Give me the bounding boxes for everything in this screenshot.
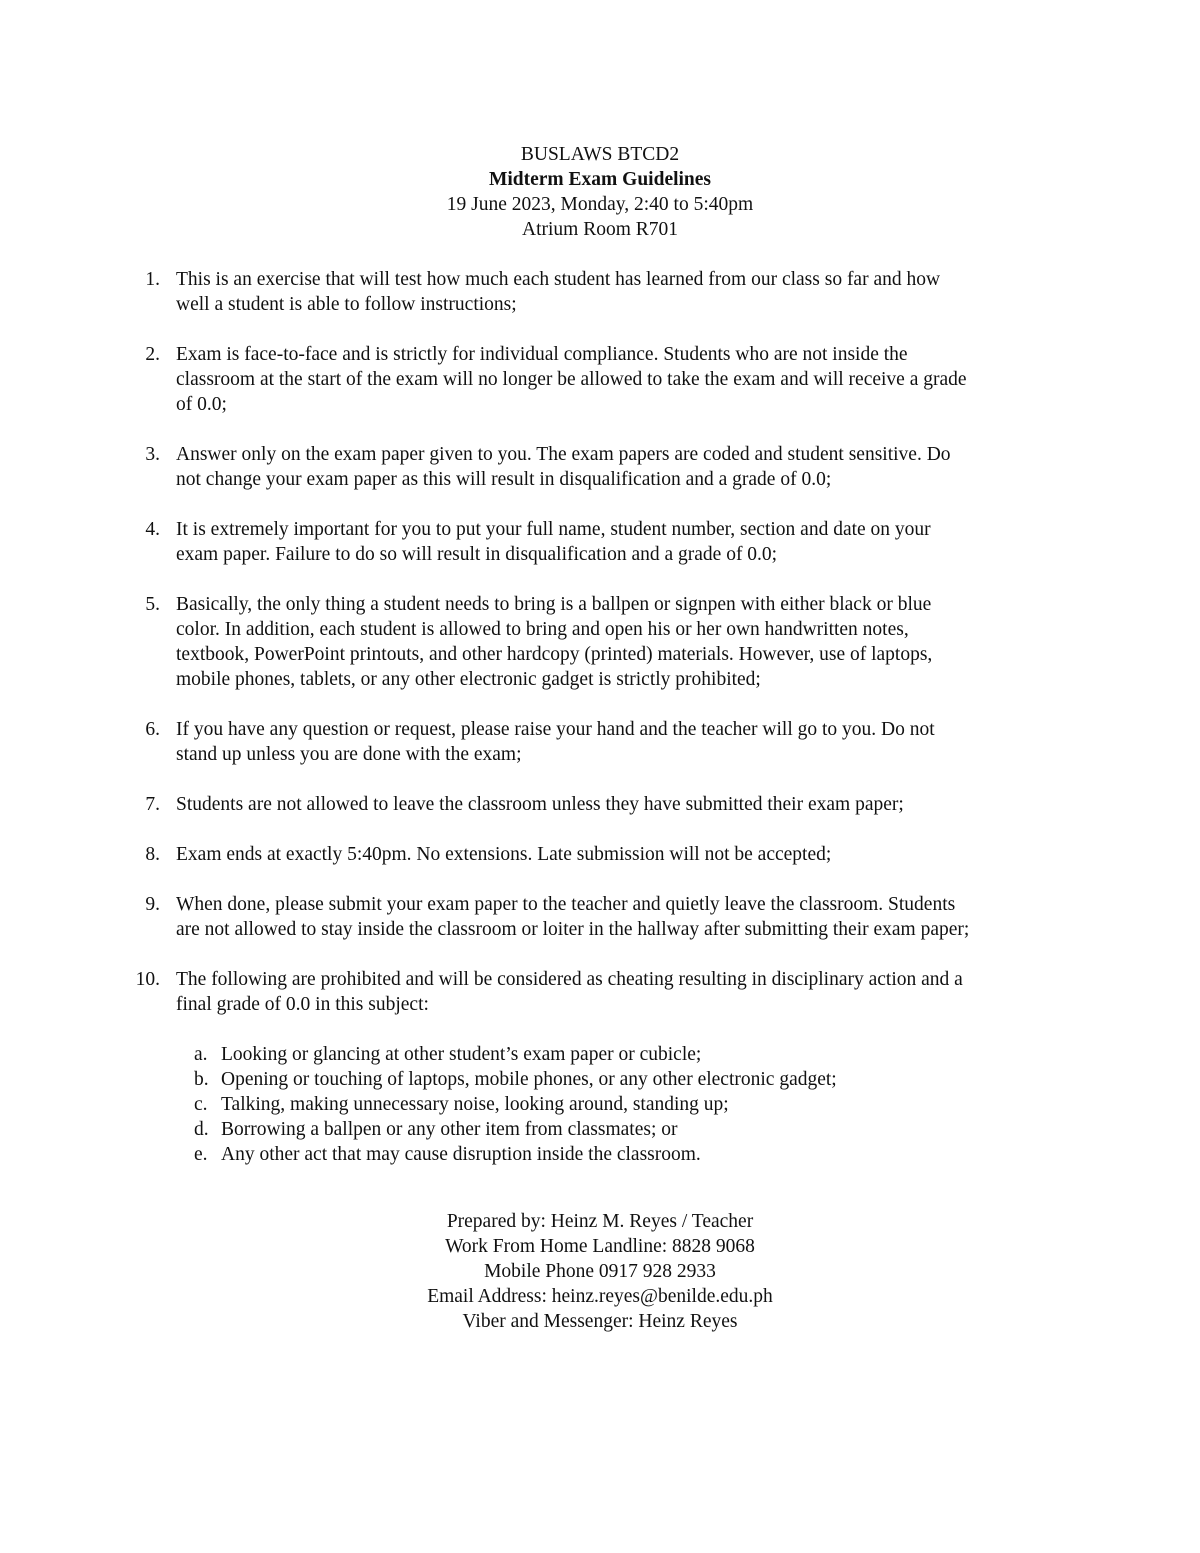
- exam-schedule: 19 June 2023, Monday, 2:40 to 5:40pm: [446, 194, 754, 215]
- item-text-line: It is extremely important for you to put your full name, student number, section and date on your: [176, 519, 931, 540]
- item-text-line: Exam is face-to-face and is strictly for individual compliance. Students who are not inside the: [176, 344, 908, 365]
- item-text-line: stand up unless you are done with the exam;: [176, 744, 522, 765]
- guidelines-list: [0, 267, 1200, 1192]
- guideline-item: [0, 592, 1200, 692]
- guideline-item: [0, 792, 1200, 817]
- prohibited-act-item: [176, 1092, 1080, 1117]
- item-number: 2.: [145, 344, 160, 365]
- document-footer: [0, 1209, 1200, 1334]
- item-text-line: not change your exam paper as this will result in disqualification and a grade of 0.0;: [176, 469, 832, 490]
- prohibited-act-item: [176, 1042, 1080, 1067]
- document-header: [0, 142, 1200, 242]
- subitem-text: Any other act that may cause disruption inside the classroom.: [221, 1144, 701, 1165]
- item-number: 3.: [145, 444, 160, 465]
- item-number: 9.: [145, 894, 160, 915]
- item-text-line: textbook, PowerPoint printouts, and other hardcopy (printed) materials. However, use of laptops,: [176, 644, 933, 665]
- guideline-item: [0, 892, 1200, 942]
- subitem-text: Talking, making unnecessary noise, looking around, standing up;: [221, 1094, 729, 1115]
- subitem-letter: e.: [194, 1144, 208, 1165]
- prohibited-act-item: [176, 1117, 1080, 1142]
- guideline-item: [0, 717, 1200, 767]
- item-text-line: well a student is able to follow instructions;: [176, 294, 517, 315]
- item-text-line: Exam ends at exactly 5:40pm. No extensions. Late submission will not be accepted;: [176, 844, 832, 865]
- guideline-item: [0, 967, 1200, 1167]
- item-text-line: Answer only on the exam paper given to you. The exam papers are coded and student sensitive. Do: [176, 444, 951, 465]
- item-text-line: The following are prohibited and will be considered as cheating resulting in disciplinary action and a: [176, 969, 963, 990]
- subitem-letter: d.: [194, 1119, 209, 1140]
- item-text-line: color. In addition, each student is allowed to bring and open his or her own handwritten notes,: [176, 619, 909, 640]
- guideline-item: [0, 342, 1200, 417]
- item-text-line: If you have any question or request, please raise your hand and the teacher will go to you. Do not: [176, 719, 935, 740]
- guideline-item: [0, 517, 1200, 567]
- item-number: 8.: [145, 844, 160, 865]
- item-text-line: of 0.0;: [176, 394, 227, 415]
- item-text-line: When done, please submit your exam paper to the teacher and quietly leave the classroom. Students: [176, 894, 956, 915]
- email-address: Email Address: heinz.reyes@benilde.edu.ph: [427, 1286, 773, 1307]
- item-text-line: exam paper. Failure to do so will result in disqualification and a grade of 0.0;: [176, 544, 778, 565]
- guideline-item: [0, 842, 1200, 867]
- guideline-item: [0, 442, 1200, 492]
- course-code: BUSLAWS BTCD2: [520, 144, 680, 165]
- prepared-by: Prepared by: Heinz M. Reyes / Teacher: [446, 1211, 754, 1232]
- item-text-line: classroom at the start of the exam will no longer be allowed to take the exam and will receive a grade: [176, 369, 967, 390]
- item-number: 7.: [145, 794, 160, 815]
- item-text-line: Basically, the only thing a student needs to bring is a ballpen or signpen with either black or blue: [176, 594, 932, 615]
- subitem-letter: c.: [194, 1094, 208, 1115]
- item-number: 4.: [145, 519, 160, 540]
- subitem-text: Borrowing a ballpen or any other item from classmates; or: [221, 1119, 678, 1140]
- landline-number: Work From Home Landline: 8828 9068: [445, 1236, 755, 1257]
- item-number: 5.: [145, 594, 160, 615]
- item-text-line: Students are not allowed to leave the classroom unless they have submitted their exam paper;: [176, 794, 904, 815]
- mobile-number: Mobile Phone 0917 928 2933: [484, 1261, 716, 1282]
- prohibited-act-item: [176, 1142, 1080, 1167]
- subitem-letter: b.: [194, 1069, 209, 1090]
- prohibited-acts-list: [176, 1042, 1080, 1167]
- item-number: 6.: [145, 719, 160, 740]
- document-title: Midterm Exam Guidelines: [488, 169, 712, 190]
- item-text-line: are not allowed to stay inside the classroom or loiter in the hallway after submitting their exam paper;: [176, 919, 970, 940]
- exam-room: Atrium Room R701: [521, 219, 678, 240]
- subitem-letter: a.: [194, 1044, 208, 1065]
- subitem-text: Opening or touching of laptops, mobile phones, or any other electronic gadget;: [221, 1069, 837, 1090]
- item-number: 10.: [135, 969, 160, 990]
- subitem-text: Looking or glancing at other student’s exam paper or cubicle;: [221, 1044, 702, 1065]
- prohibited-act-item: [176, 1067, 1080, 1092]
- item-text-line: final grade of 0.0 in this subject:: [176, 994, 429, 1015]
- viber-messenger: Viber and Messenger: Heinz Reyes: [462, 1311, 738, 1332]
- item-number: 1.: [145, 269, 160, 290]
- item-text-line: mobile phones, tablets, or any other electronic gadget is strictly prohibited;: [176, 669, 761, 690]
- item-text-line: This is an exercise that will test how much each student has learned from our class so far and how: [176, 269, 941, 290]
- guideline-item: [0, 267, 1200, 317]
